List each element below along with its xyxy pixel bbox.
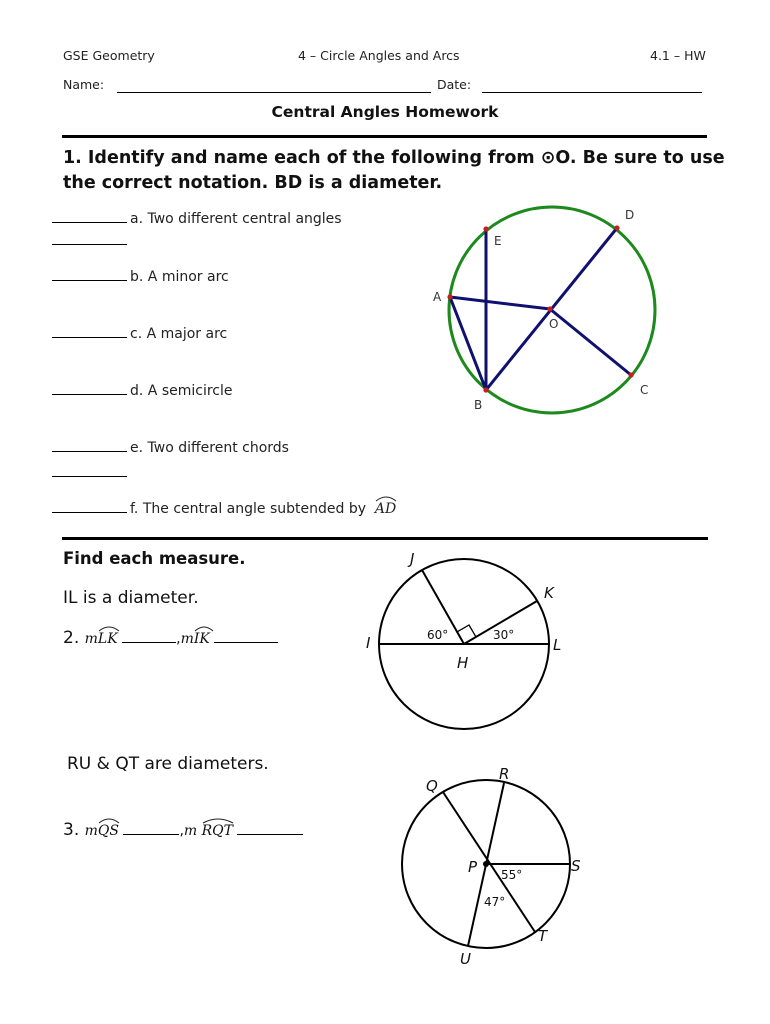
item-letter: a.	[130, 211, 144, 227]
label-e: E	[494, 234, 502, 248]
separator: ,	[176, 631, 181, 647]
arc-notation-qs	[98, 823, 119, 839]
unit-title: 4 – Circle Angles and Arcs	[298, 48, 460, 63]
name-label: Name:	[63, 77, 105, 92]
item-letter: f.	[130, 501, 139, 517]
label-k: K	[544, 584, 554, 602]
arc-label: RQT	[201, 823, 233, 839]
arc-label: IK	[193, 631, 210, 647]
point-c	[628, 372, 633, 377]
name-blank[interactable]	[117, 92, 431, 93]
answer-blank-b[interactable]	[52, 268, 127, 281]
measure-symbol: m	[183, 823, 198, 839]
measure-symbol: m	[84, 631, 98, 647]
arc-symbol-icon	[202, 816, 234, 824]
item-letter: e.	[130, 440, 144, 456]
item-letter: b.	[130, 269, 144, 285]
answer-blank-c[interactable]	[52, 325, 127, 338]
circle-h-figure	[360, 548, 580, 743]
point-b	[483, 387, 488, 392]
angle-label-60: 60°	[427, 628, 449, 642]
answer-blank-3b[interactable]	[237, 822, 303, 835]
label-d: D	[625, 208, 635, 222]
answer-blank-a2[interactable]	[52, 244, 127, 245]
arc-notation-ik	[194, 631, 210, 647]
diameter-qt	[443, 792, 535, 932]
label-t: T	[538, 927, 548, 945]
q1-item-a	[52, 210, 342, 227]
point-o	[547, 306, 552, 311]
question-2	[63, 628, 281, 648]
note-diameter-il: IL is a diameter.	[63, 588, 199, 608]
arc-label: AD	[374, 501, 397, 517]
point-d	[614, 225, 619, 230]
arc-notation-ad	[375, 501, 396, 517]
item-text: Two different chords	[147, 440, 289, 456]
label-q: Q	[426, 777, 438, 795]
radius-oa	[450, 297, 550, 309]
item-text: The central angle subtended by	[142, 501, 366, 517]
question-number: 3.	[63, 820, 80, 840]
note-diameters-ru-qt: RU & QT are diameters.	[67, 754, 269, 774]
measure-symbol: m	[84, 823, 98, 839]
point-p	[483, 861, 489, 867]
answer-blank-e[interactable]	[52, 439, 127, 452]
q1-item-e	[52, 439, 289, 456]
label-i: I	[366, 634, 371, 652]
label-l: L	[553, 636, 562, 654]
arc-label: LK	[97, 631, 118, 647]
answer-blank-e2[interactable]	[52, 476, 127, 477]
arc-symbol-icon	[194, 624, 214, 632]
q1-prompt-line1: 1. Identify and name each of the following from ⊙O. Be sure to use	[63, 148, 725, 168]
label-s: S	[571, 857, 581, 875]
assignment-code: 4.1 – HW	[650, 48, 706, 63]
measure-symbol: m	[180, 631, 194, 647]
answer-blank-3a[interactable]	[123, 822, 179, 835]
answer-blank-f[interactable]	[52, 500, 127, 513]
label-o: O	[549, 317, 559, 331]
section-title: Find each measure.	[63, 549, 246, 568]
point-a	[447, 294, 452, 299]
question-3	[63, 820, 306, 840]
q1-item-b	[52, 268, 229, 285]
separator: ,	[179, 823, 184, 839]
label-b: B	[474, 398, 483, 412]
answer-blank-a[interactable]	[52, 210, 127, 223]
label-h: H	[457, 654, 469, 672]
angle-label-30: 30°	[493, 628, 515, 642]
circle-o-figure	[425, 200, 685, 425]
arc-symbol-icon	[375, 494, 397, 502]
arc-symbol-icon	[98, 624, 120, 632]
divider-top	[62, 135, 707, 138]
label-a: A	[433, 290, 442, 304]
course-name: GSE Geometry	[63, 48, 155, 63]
point-e	[483, 226, 488, 231]
answer-blank-d[interactable]	[52, 382, 127, 395]
right-angle-mark	[457, 625, 476, 644]
item-text: A semicircle	[147, 383, 233, 399]
label-c: C	[640, 383, 649, 397]
q1-item-c	[52, 325, 227, 342]
divider-middle	[62, 537, 708, 540]
label-r: R	[499, 765, 510, 783]
label-p: P	[468, 858, 478, 876]
arc-notation-lk	[98, 631, 118, 647]
answer-blank-2b[interactable]	[214, 630, 278, 643]
answer-blank-2a[interactable]	[122, 630, 176, 643]
item-text: A minor arc	[147, 269, 229, 285]
angle-label-47: 47°	[484, 895, 506, 909]
item-text: Two different central angles	[147, 211, 342, 227]
date-label: Date:	[437, 77, 472, 92]
label-j: J	[410, 550, 415, 568]
angle-label-55: 55°	[501, 868, 523, 882]
arc-notation-rqt	[202, 823, 233, 839]
q1-item-d	[52, 382, 233, 399]
radius-oc	[550, 309, 631, 375]
item-letter: c.	[130, 326, 143, 342]
q1-item-f	[52, 500, 396, 517]
item-text: A major arc	[146, 326, 228, 342]
page-title: Central Angles Homework	[271, 103, 499, 121]
item-letter: d.	[130, 383, 144, 399]
arc-label: QS	[97, 823, 119, 839]
circle-p-figure	[395, 758, 595, 970]
q1-prompt-line2: the correct notation. BD is a diameter.	[63, 173, 443, 193]
question-number: 2.	[63, 628, 80, 648]
label-u: U	[460, 950, 471, 968]
date-blank[interactable]	[482, 92, 702, 93]
arc-symbol-icon	[98, 816, 120, 824]
